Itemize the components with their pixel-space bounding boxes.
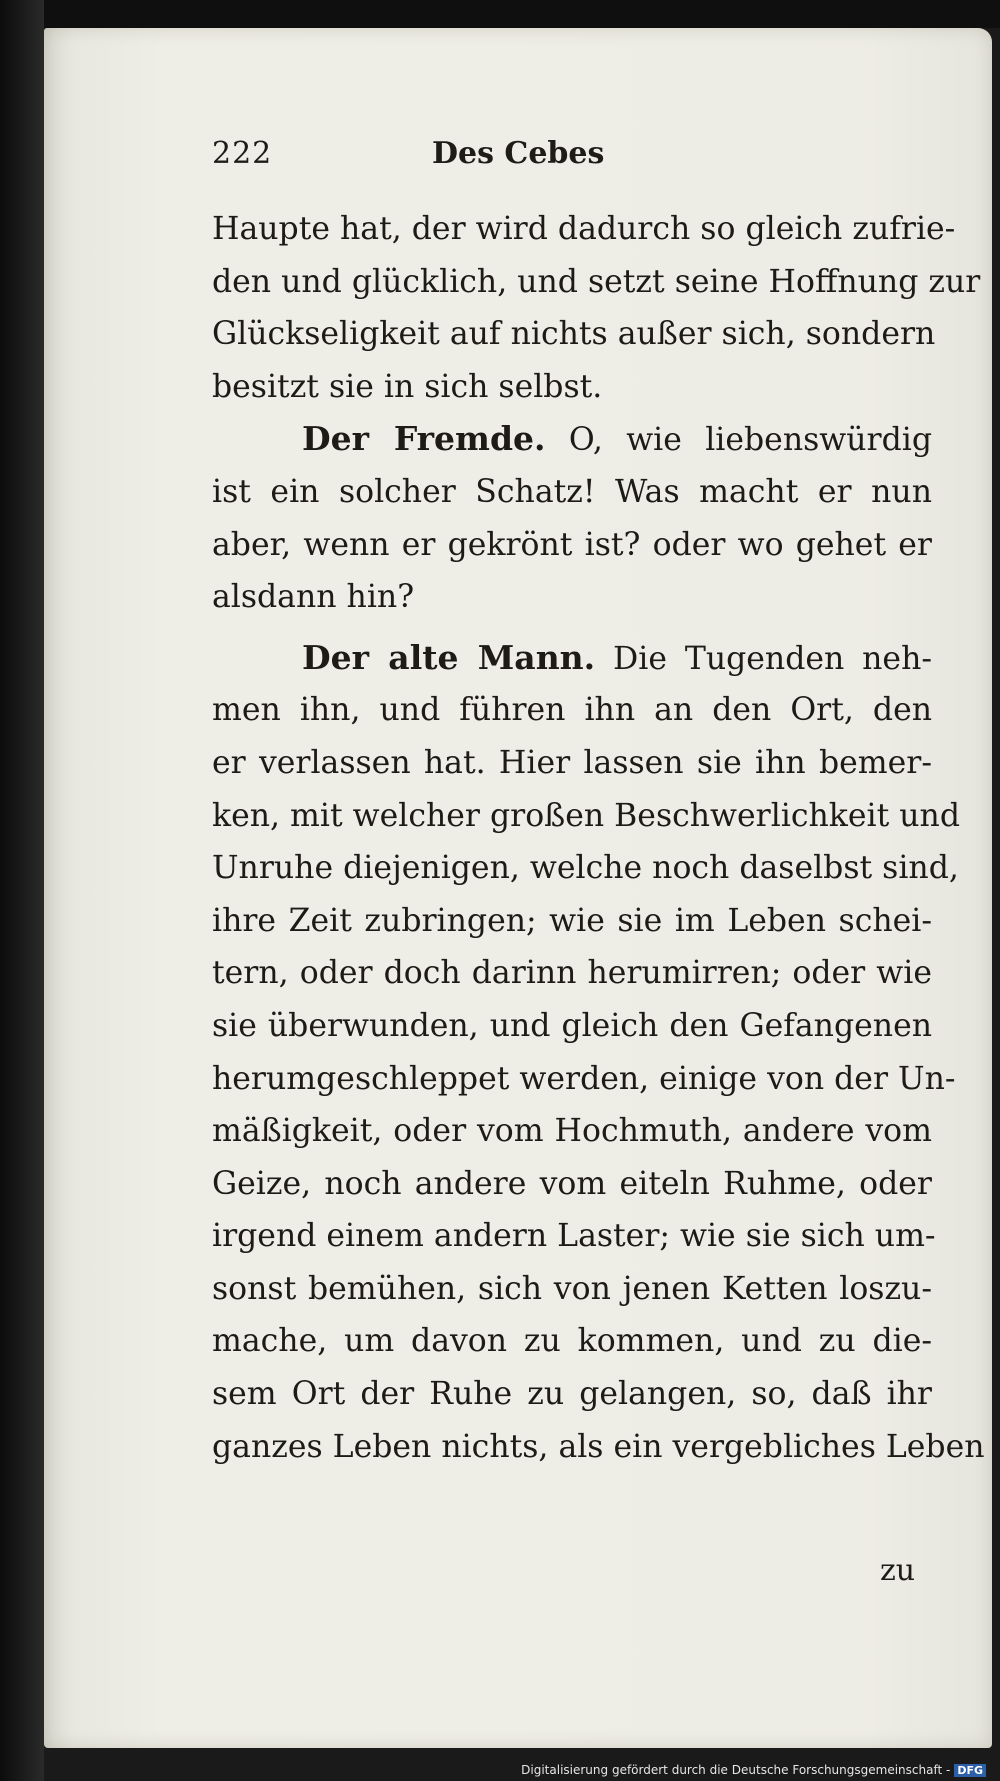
text-line: Haupte hat, der wird dadurch so gleich zufrie- [212, 211, 956, 247]
text-line: er verlassen hat. Hier lassen sie ihn bemer- [212, 744, 932, 781]
text-line: Unruhe diejenigen, welche noch daselbst sind, [212, 850, 959, 887]
text-line: irgend einem andern Laster; wie sie sich um- [212, 1218, 936, 1255]
body-text [212, 203, 985, 1473]
digitization-credit [521, 1763, 986, 1777]
text-line: herumgeschleppet werden, einige von der Un- [212, 1060, 956, 1097]
text-line: ken, mit welcher großen Beschwerlichkeit und [212, 797, 960, 834]
credit-text: Digitalisierung gefördert durch die Deutsche Forschungsgemeinschaft - [521, 1763, 951, 1777]
text-line: besitzt sie in sich selbst. [212, 368, 603, 405]
running-title: Des Cebes [432, 136, 605, 171]
scan-top-edge [0, 0, 1000, 28]
text-line: sie überwunden, und gleich den Gefangenen [212, 1007, 932, 1044]
text-line: ist ein solcher Schatz! Was macht er nun [212, 473, 932, 510]
catchword: zu [880, 1553, 916, 1588]
text-line: sonst bemühen, sich von jenen Ketten loszu- [212, 1270, 932, 1307]
text-line: mache, um davon zu kommen, und zu die- [212, 1323, 932, 1360]
speaker-label: Der alte Mann. [302, 637, 596, 677]
text-line: Geize, noch andere vom eiteln Ruhme, oder [212, 1165, 932, 1202]
book-page [44, 28, 992, 1748]
text-line: mäßigkeit, oder vom Hochmuth, andere vom [212, 1113, 932, 1150]
speaker-label: Der Fremde. [302, 419, 546, 459]
dialogue-line: Der Fremde. O, wie liebenswürdig [302, 419, 932, 459]
page-number: 222 [212, 136, 273, 171]
text-line: tern, oder doch darinn herumirren; oder wie [212, 955, 932, 992]
text-line: alsdann hin? [212, 579, 415, 616]
text-line: Glückseligkeit auf nichts außer sich, sondern [212, 316, 936, 353]
scan-left-edge [0, 0, 44, 1781]
running-head [212, 136, 842, 186]
text-line: ganzes Leben nichts, als ein vergebliches Leben [212, 1428, 985, 1465]
dialogue-line: Der alte Mann. Die Tugenden neh- [302, 637, 933, 677]
text-line: den und glücklich, und setzt seine Hoffnung zur [212, 263, 981, 300]
dfg-logo: DFG [954, 1764, 986, 1777]
text-line: ihre Zeit zubringen; wie sie im Leben schei- [212, 902, 932, 939]
text-line: aber, wenn er gekrönt ist? oder wo gehet er [212, 526, 932, 563]
text-line: sem Ort der Ruhe zu gelangen, so, daß ihr [212, 1376, 932, 1413]
text-line: men ihn, und führen ihn an den Ort, den [212, 692, 932, 729]
